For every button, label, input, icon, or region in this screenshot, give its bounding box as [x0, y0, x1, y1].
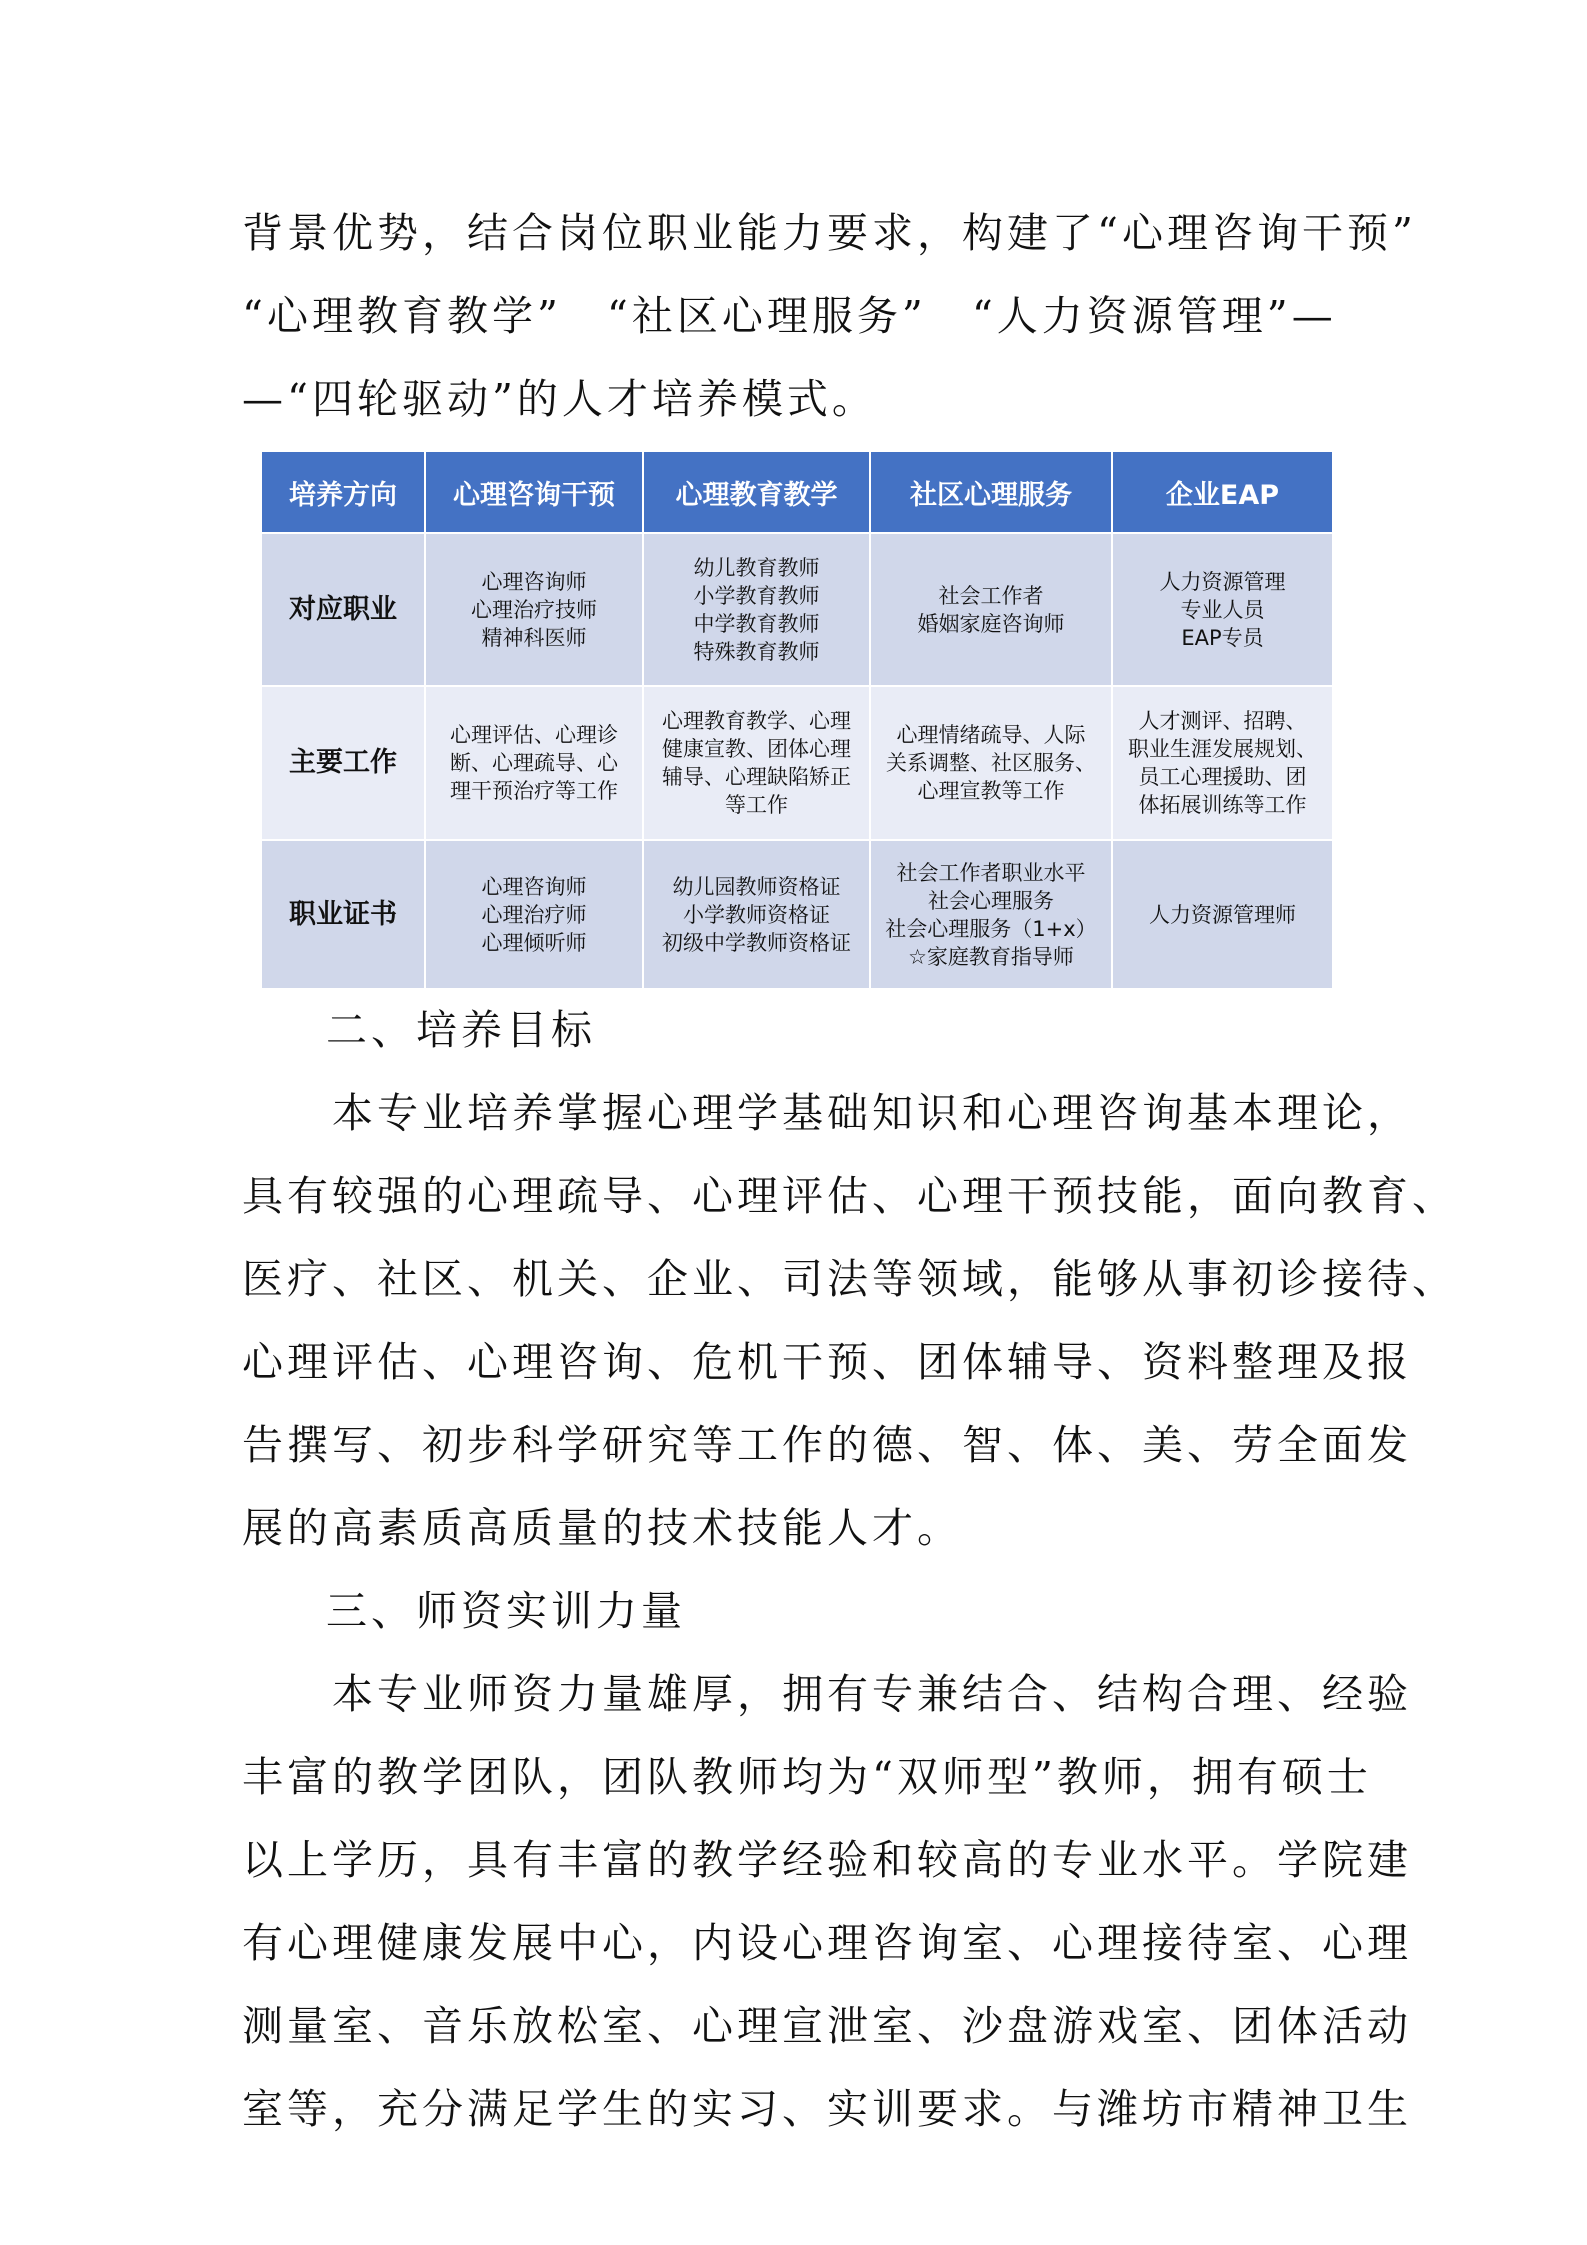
table-cell	[643, 840, 870, 989]
table-cell	[870, 840, 1112, 989]
cell-line: 断、心理疏导、心	[450, 751, 618, 775]
cell-line: 社会心理服务（1+x）	[885, 916, 1097, 941]
cell-line: 婚姻家庭咨询师	[917, 611, 1065, 636]
table-row-careers	[261, 533, 1333, 686]
cell-line: 人力资源管理师	[1149, 902, 1296, 927]
cell-line: 心理咨询师	[481, 874, 587, 899]
cell-line: 中学教育教师	[693, 611, 820, 636]
cell-line: 理干预治疗等工作	[450, 779, 618, 803]
table-cell	[425, 686, 643, 840]
cell-line: 员工心理援助、团	[1138, 765, 1307, 789]
cell-line: 社会工作者	[938, 583, 1044, 608]
cell-line: 社会工作者职业水平	[896, 860, 1086, 885]
cell-line: 初级中学教师资格证	[662, 930, 851, 955]
faculty-paragraph	[242, 1653, 1412, 2151]
cell-line: 小学教育教师	[693, 583, 820, 608]
table-cell	[1112, 533, 1333, 686]
intro-line: “心理教育教学” “社区心理服务” “人力资源管理”—	[242, 292, 1337, 340]
cell-line: 心理倾听师	[481, 930, 587, 955]
cell-line: 心理治疗师	[481, 902, 587, 927]
section-heading-faculty: 三、师资实训力量	[326, 1587, 686, 1635]
goals-line: 医疗、社区、机关、企业、司法等领域，能够从事初诊接待、	[242, 1255, 1457, 1303]
cell-line: 社会心理服务	[928, 888, 1054, 913]
row-label-certificates: 职业证书	[261, 840, 425, 989]
cell-line: 职业生涯发展规划、	[1128, 737, 1317, 761]
cell-line: 关系调整、社区服务、	[886, 751, 1096, 775]
cell-line: 体拓展训练等工作	[1138, 793, 1307, 817]
intro-line: —“四轮驱动”的人才培养模式。	[242, 375, 877, 423]
table-cell	[870, 686, 1112, 840]
goals-paragraph	[242, 1072, 1457, 1570]
header-cell-eap: 企业EAP	[1112, 451, 1333, 533]
table-cell	[870, 533, 1112, 686]
cell-line: 健康宣教、团体心理	[662, 737, 851, 761]
faculty-line: 室等，充分满足学生的实习、实训要求。与潍坊市精神卫生	[242, 2085, 1412, 2133]
section-heading-goals: 二、培养目标	[326, 1006, 596, 1054]
goals-line: 告撰写、初步科学研究等工作的德、智、体、美、劳全面发	[242, 1421, 1412, 1469]
cell-line: 心理宣教等工作	[917, 779, 1065, 803]
cell-line: 心理评估、心理诊	[450, 723, 618, 747]
cell-line: 精神科医师	[481, 625, 587, 650]
cell-line: 心理治疗技师	[471, 597, 597, 622]
cell-line: 辅导、心理缺陷矫正	[662, 765, 851, 789]
goals-line: 本专业培养掌握心理学基础知识和心理咨询基本理论，	[242, 1089, 1412, 1137]
header-cell-community: 社区心理服务	[870, 451, 1112, 533]
table-header-row	[261, 451, 1333, 533]
row-label-careers: 对应职业	[261, 533, 425, 686]
cell-line: 小学教师资格证	[683, 902, 830, 927]
cell-line: ☆家庭教育指导师	[908, 944, 1074, 969]
goals-line: 具有较强的心理疏导、心理评估、心理干预技能，面向教育、	[242, 1172, 1457, 1220]
goals-line: 心理评估、心理咨询、危机干预、团体辅导、资料整理及报	[242, 1338, 1412, 1386]
header-cell-education: 心理教育教学	[643, 451, 870, 533]
cell-line: 幼儿教育教师	[693, 555, 820, 580]
table-cell	[1112, 686, 1333, 840]
table-row-certificates	[261, 840, 1333, 989]
cell-line: 特殊教育教师	[693, 639, 820, 664]
cell-line: 幼儿园教师资格证	[672, 874, 841, 899]
faculty-line: 测量室、音乐放松室、心理宣泄室、沙盘游戏室、团体活动	[242, 2002, 1412, 2050]
goals-line: 展的高素质高质量的技术技能人才。	[242, 1504, 962, 1552]
cell-line: EAP专员	[1181, 625, 1264, 650]
cell-line: 心理情绪疏导、人际	[896, 723, 1086, 747]
cell-line: 专业人员	[1180, 597, 1265, 622]
intro-paragraph	[242, 192, 1417, 441]
cell-line: 心理咨询师	[481, 569, 587, 594]
cell-line: 人才测评、招聘、	[1138, 709, 1307, 733]
table-cell	[425, 533, 643, 686]
header-cell-counseling: 心理咨询干预	[425, 451, 643, 533]
table-cell	[643, 686, 870, 840]
faculty-line: 本专业师资力量雄厚，拥有专兼结合、结构合理、经验	[242, 1670, 1412, 1718]
faculty-line: 以上学历，具有丰富的教学经验和较高的专业水平。学院建	[242, 1836, 1412, 1884]
intro-line: 背景优势，结合岗位职业能力要求，构建了“心理咨询干预”	[242, 209, 1417, 257]
table-row-main-work	[261, 686, 1333, 840]
row-label-main-work: 主要工作	[261, 686, 425, 840]
faculty-line: 丰富的教学团队，团队教师均为“双师型”教师，拥有硕士	[242, 1753, 1372, 1801]
cell-line: 心理教育教学、心理	[662, 709, 851, 733]
table-cell	[1112, 840, 1333, 989]
table-cell	[425, 840, 643, 989]
header-cell-direction: 培养方向	[261, 451, 425, 533]
cell-line: 人力资源管理	[1159, 569, 1286, 594]
cell-line: 等工作	[725, 793, 788, 817]
table-cell	[643, 533, 870, 686]
faculty-line: 有心理健康发展中心，内设心理咨询室、心理接待室、心理	[242, 1919, 1412, 1967]
training-direction-table	[260, 450, 1334, 990]
